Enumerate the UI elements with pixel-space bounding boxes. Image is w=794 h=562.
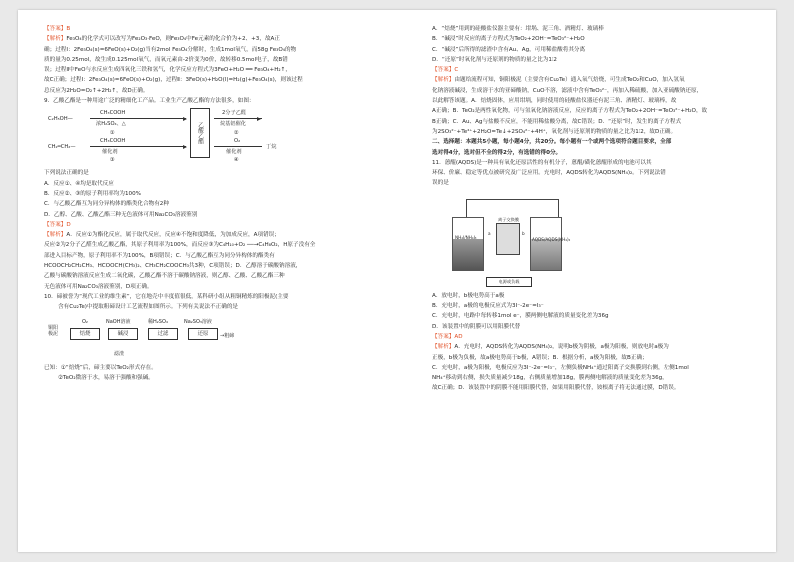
q9-prompt: 下列说法正确的是: [44, 170, 89, 177]
analysis-label: 【解析】: [432, 77, 455, 84]
scheme-r1-num: ①: [110, 130, 115, 137]
q10-given-1: 已知：①“焙烧”后，碲主要以TeO₂形式存在。: [44, 364, 157, 371]
q11-answer: 【答案】AD: [432, 333, 463, 340]
text-line: 为2SO₃²⁻+Te⁴⁺+2H₂O=Te↓+2SO₄²⁻+4H⁺，氧化剂与还原剂的物质的量之比为1∶2，故D正确。: [432, 128, 677, 135]
q8-analysis: [44, 34, 398, 96]
left-tank: [452, 217, 484, 271]
text-line: 以此解答该题。A．焙烧固体，应用坩埚，同时使用的硅酸盐仪器还有泥三角、酒精灯、玻璃棒，故: [432, 98, 677, 105]
text-line: 故C正确；过程Ⅰ：2Fe₃O₄(s)=6FeO(s)+O₂(g)，过程Ⅱ：3FeO(s)+H₂O(l)=H₂(g)+Fe₃O₄(s)，则该过程: [44, 77, 303, 84]
flow-step-filter: 过滤: [148, 328, 178, 340]
pipe: [466, 199, 558, 200]
text-line: NH₄⁺移动到右侧，损失质量减少18g，右侧质量增加18g，膜两侧电解液的质量变化差为36g，: [432, 375, 668, 382]
flow-output: →粗碲: [220, 332, 235, 339]
scheme-arrow: [90, 146, 186, 147]
q10-given-2: ②TeO₂微溶于水，易溶于强酸和强碱。: [58, 374, 154, 381]
scheme-r2-cond: 催化剂: [102, 149, 118, 156]
q9-analysis: [44, 230, 398, 292]
section-2-heading: 选对得4分，选对但不全的得2分，有选错的得0分。: [432, 149, 562, 156]
q10-stem: 10．碲被誉为“现代工业的维生素”，它在地壳中丰度值很低，某科研小组从粗铜精炼的阳极泥(主要: [44, 293, 289, 300]
electrode-b-label: b: [522, 230, 525, 236]
scheme-arrow: [90, 118, 186, 119]
q9-option-d: D．乙醇、乙酸、乙酸乙酯三种无色液体可用Na₂CO₃溶液鉴别: [44, 211, 198, 218]
process-flow: [44, 315, 398, 361]
scheme-r3-cond: 烷基铝催化: [220, 121, 246, 128]
scheme-r4-top: O₂: [234, 138, 241, 145]
text-line: 正极，b极为负极，故a极电势高于b极，A错误；B．根据分析，a极为阳极，故B正确；: [432, 354, 648, 361]
text-line: 误；过程Ⅱ中FeO与水反应生成四氧化三铁和氢气，化学反应方程式为3FeO+H₂O ══ Fe₃O₄+H₂↑，: [44, 67, 291, 74]
q10-option-c: C．“碱浸”后所得的滤渣中含有Au、Ag，可用稀盐酸将其分离: [432, 46, 586, 53]
scheme-r1-cond: 浓H₂SO₄、△: [96, 121, 126, 128]
scheme-r4-cond: 催化剂: [226, 149, 242, 156]
text-line: 故C正确；D．该装置中的阴膜不能用阳膜代替，如果用阳膜代替，铵根离子将无法通过膜，D错误。: [432, 385, 680, 392]
q9-option-b: B．反应②、③的原子利用率均为100%: [44, 190, 141, 197]
scheme-arrow: [214, 118, 262, 119]
flow-s1-top: O₂: [82, 318, 88, 325]
analysis-label: 【解析】: [44, 36, 67, 43]
q11-stem: 11．蒽醌(AQDS)是一种具有氧化还原活性的有机分子，蒽醌/磺化蒽醌形成的电池可以其: [432, 159, 652, 166]
electrode-a-label: a: [488, 230, 491, 236]
text-line: 【解析】A．反应①为酯化反应，属于取代反应，反应④不饱和度降低，为加成反应，A项错误；: [44, 232, 280, 239]
text-line: 【解析】A．充电时，AQDS转化为AQDS(NH₄)₂，说明b极为阴极，a极为阳极，则放电时a极为: [432, 344, 669, 351]
scheme-r2-num: ③: [110, 157, 115, 164]
q9-stem: 9．乙酸乙酯是一种用途广泛的精细化工产品。工业生产乙酸乙酯的方法很多，如图：: [44, 98, 255, 105]
flow-step-roast: 焙烧: [70, 328, 100, 340]
left-column: [44, 24, 398, 383]
q11-option-d: D．该装置中的阴膜可以用阳膜代替: [432, 323, 521, 330]
q10-option-a: A．“焙烧”用到的硅酸盐仪器主要有：坩埚、泥三角、酒精灯、玻璃棒: [432, 26, 604, 32]
text-line: A正确；B．TeO₂是两性氧化物，可与氢氧化钠溶液反应，反应的离子方程式为TeO₂+2OH⁻=TeO₃²⁻+H₂O，故: [432, 108, 708, 115]
scheme-r4-end: 丁烷: [266, 144, 277, 151]
flow-input: 铜阳极泥: [48, 324, 59, 337]
text-line: 化钠溶液碱浸，生成溶于水的亚碲酸钠，CuO不溶，滤液中含有TeO₃²⁻，再加入稀硫酸，加入亚硫酸钠还原，: [432, 87, 703, 94]
membrane-label: 离子交换膜: [498, 216, 519, 222]
analysis-label: 【解析】: [44, 232, 67, 239]
q10-option-d: D．“还原”时氧化剂与还原剂的物质的量之比为1∶2: [432, 56, 557, 63]
synthesis-scheme: [44, 108, 398, 164]
text-line: 反应②为2分子乙醛生成乙酸乙酯，其原子利用率为100%，而反应③为C₄H₁₀+O₂ ──→C₄H₈O₂，H原子没有全: [44, 242, 316, 249]
scheme-arrow: [214, 146, 262, 147]
scheme-r4-num: ④: [234, 157, 239, 164]
text-line: 确；过程Ⅰ：2Fe₃O₄(s)=6FeO(s)+O₂(g)当有2mol Fe₃O₄分解时，生成1mol氧气，而58g Fe₃O₄的物: [44, 46, 297, 53]
text-line: 无色液体可用Na₂CO₃溶液鉴别，D项正确。: [44, 283, 153, 290]
flow-battery-diagram: [452, 193, 572, 289]
text-line: 【解析】Fe₃O₄的化学式可以改写为Fe₂O₃·FeO，则Fe₃O₄中Fe元素的化合价为+2、+3，故A正: [44, 36, 280, 43]
flow-s3-top: 稀H₂SO₄: [148, 318, 168, 325]
q11-option-b: B．充电时，a极的电极反应式为3I⁻-2e⁻=I₃⁻: [432, 303, 544, 310]
analysis-label: 【解析】: [432, 344, 455, 351]
flow-step-reduce: 还原: [188, 328, 218, 340]
text-line: C．充电时，a极为阳极，电极反应为3I⁻-2e⁻=I₃⁻，左侧负极NH₄⁺通过阳离子交换膜到右侧，左侧1mol: [432, 364, 689, 371]
section-2-heading: 二、选择题：本题共5小题，每小题4分，共20分。每小题有一个或两个选项符合题目要求，全部: [432, 139, 672, 146]
q9-answer: 【答案】D: [44, 221, 71, 228]
scheme-r3-top: 2分子乙醛: [222, 110, 247, 117]
document-page: [18, 10, 776, 552]
q8-answer: 【答案】B: [44, 26, 71, 32]
left-tank-label: NH₄I/NH₄I₃: [455, 234, 477, 240]
electrolysis-cell: [496, 223, 520, 255]
flow-s2-top: NaOH溶液: [106, 318, 131, 325]
text-line: 乙酸与碳酸钠溶液反应生成二氧化碳，乙酸乙酯不溶于碳酸钠溶液，则乙醇、乙酸、乙酸乙酯三种: [44, 273, 285, 280]
flow-step-leach: 碱浸: [108, 328, 138, 340]
scheme-r1-top: CH₃COOH: [100, 110, 126, 117]
text-line: 部进入目标产物，原子利用率不为100%，B项错误；C．与乙酸乙酯互为同分异构体的酯类有: [44, 252, 275, 259]
scheme-r2: CH₂═CH₂—: [48, 144, 76, 151]
text-line: 质的量为0.25mol，故生成0.125mol氧气，而氧元素由-2价变为0价，故转移0.5mol电子，故B错: [44, 56, 288, 63]
scheme-r3-num: ②: [234, 130, 239, 137]
q10-answer: 【答案】C: [432, 67, 459, 74]
q11-option-a: A．放电时，b极电势高于a极: [432, 292, 505, 299]
pipe: [558, 199, 559, 217]
q11-analysis: [432, 342, 764, 393]
q10-option-b: B．“碱浸”时反应的离子方程式为TeO₂+2OH⁻=TeO₃²⁻+H₂O: [432, 36, 585, 43]
q10-stem: 含有Cu₂Te)中提取粗碲设计工艺流程如图所示。下列有关说法不正确的是: [58, 304, 239, 311]
q9-option-a: A．反应①、④均是取代反应: [44, 180, 114, 187]
scheme-product-box: 乙酸乙酯: [190, 108, 210, 158]
power-supply-box: 电源或负载: [486, 277, 532, 287]
right-column: [432, 24, 764, 394]
pipe: [466, 199, 467, 217]
q9-option-c: C．与乙酸乙酯互为同分异构体的酯类化合物有2种: [44, 201, 169, 208]
flow-s4-top: Na₂SO₃溶液: [184, 318, 212, 325]
q11-stem: 误的是: [432, 180, 449, 187]
text-line: 【解析】由题给流程可知，铜阳极泥（主要含有Cu₂Te）通入氧气焙烧，可生成TeO₂和CuO，加入氢氧: [432, 77, 685, 84]
scheme-r1: C₂H₅OH—: [48, 116, 73, 123]
scheme-r2-top: CH₃COOH: [100, 138, 126, 145]
text-line: 总反应为2H₂O=O₂↑+2H₂↑，故D正确。: [44, 87, 149, 94]
q11-stem: 环保、价廉、稳定等优点被研究及广泛应用。充电时，AQDS转化为AQDS(NH₄)₂。下列说法错: [432, 170, 666, 177]
text-line: B正确；C．Au、Ag与盐酸不反应，不能用稀盐酸分离，故C错误；D．“还原”时，发生的离子方程式: [432, 118, 682, 125]
q11-option-c: C．充电时，电路中每转移1mol e⁻，膜两侧电解液的质量变化差为36g: [432, 313, 609, 320]
flow-s2-bottom: 滤渣: [114, 350, 125, 357]
text-line: HCOOCH₂CH₂CH₃、HCOOCH(CH₃)₂、CH₃CH₂COOCH₃共3种，C项错误；D．乙醇溶于碳酸钠溶液，: [44, 263, 302, 270]
right-tank-label: AQDS/AQDS(NH₄)₂: [532, 236, 571, 242]
q10-analysis: [432, 75, 764, 137]
